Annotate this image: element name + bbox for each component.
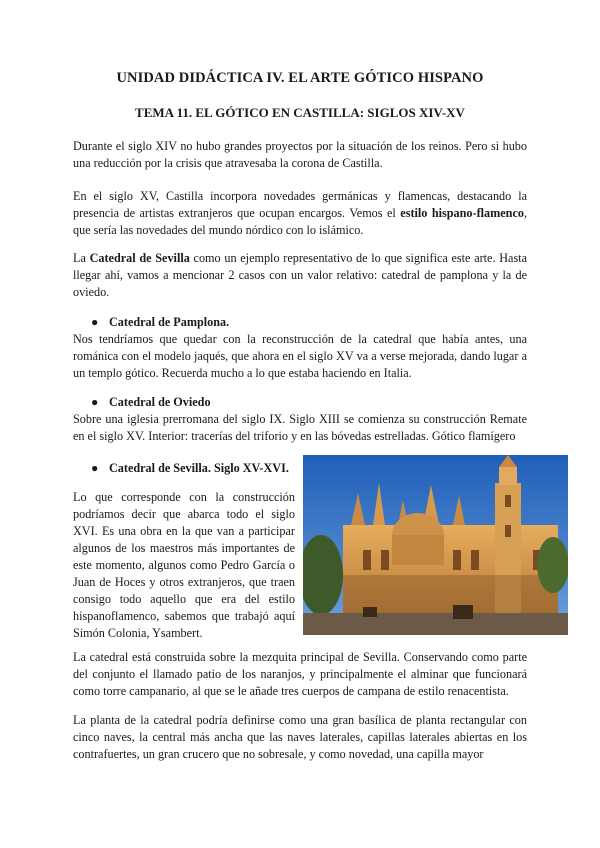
- bullet-heading-sevilla: ● Catedral de Sevilla. Siglo XV-XVI.: [91, 461, 289, 475]
- paragraph-mezquita: La catedral está construida sobre la mezquita principal de Sevilla. Conservando como parte del conjunto el llamado patio de los naranjos, y principalmente el alminar que funcionará como torre campanario, al que se le añade tres cuerpos de campana de estilo renacentista.: [73, 650, 527, 698]
- bold-catedral-de-sevilla: Catedral de Sevilla: [89, 251, 190, 265]
- bold-estilo-hispano-flamenco: estilo hispano-flamenco: [400, 206, 524, 220]
- paragraph-oviedo: Sobre una iglesia prerromana del siglo IX. Siglo XIII se comienza su construcción Remate en el siglo XV. Interior: tracerías del triforio y en las bóvedas estrelladas. Gótico flamígero: [73, 412, 527, 443]
- bullet-icon: ●: [91, 315, 99, 329]
- paragraph-intro: Durante el siglo XIV no hubo grandes proyectos por la situación de los reinos. Pero si hubo una reducción por la crisis que atravesaba la corona de Castilla.: [73, 139, 527, 170]
- cathedral-photo: [303, 455, 568, 635]
- bullet-icon: ●: [91, 395, 99, 409]
- bullet-heading-pamplona: ● Catedral de Pamplona.: [91, 315, 230, 329]
- paragraph-sevilla: Lo que corresponde con la construcción podríamos decir que abarca todo el siglo XVI. Es una obra en la que van a participar algunos de los maestros más importantes de este momento, algunos como Pedro García o Juan de Hoces y otros extranjeros, que traen consigo todo aquello que era del estilo hispanoflamenco, sabemos que trabajó aquí Simón Colonia, Ysambert.: [73, 490, 295, 640]
- paragraph-siglo-xv: En el siglo XV, Castilla incorpora novedades germánicas y flamencas, destacando la presencia de artistas extranjeros que ocupan encargos. Vemos el estilo hispano-flamenco, que sería las novedades del mundo nórdico con lo islámico.: [73, 189, 528, 237]
- document-title: UNIDAD DIDÁCTICA IV. EL ARTE GÓTICO HISPANO: [116, 70, 484, 86]
- document-subtitle: TEMA 11. EL GÓTICO EN CASTILLA: SIGLOS XIV-XV: [135, 105, 465, 120]
- paragraph-planta: La planta de la catedral podría definirse como una gran basílica de planta rectangular con cinco naves, la central más ancha que las naves laterales, capillas laterales abiertas en los contrafuertes, un gran crucero que no sobresale, y como novedad, una capilla mayor: [73, 713, 527, 761]
- paragraph-pamplona: Nos tendríamos que quedar con la reconstrucción de la catedral que había antes, una románica con el modelo jaqués, que ahora en el siglo XV va a verse mejorada, dando lugar a un templo gótico. Recuerda mucho a lo que estaba haciendo en Italia.: [73, 332, 527, 380]
- cathedral-image: [303, 455, 568, 635]
- bullet-heading-oviedo: ● Catedral de Oviedo: [91, 395, 211, 409]
- paragraph-catedral-sevilla-intro: La Catedral de Sevilla como un ejemplo representativo de lo que significa este arte. Hasta llegar ahí, vamos a mencionar 2 casos con un valor relativo: catedral de pamplona y la de oviedo.: [73, 251, 527, 299]
- bullet-icon: ●: [91, 461, 99, 475]
